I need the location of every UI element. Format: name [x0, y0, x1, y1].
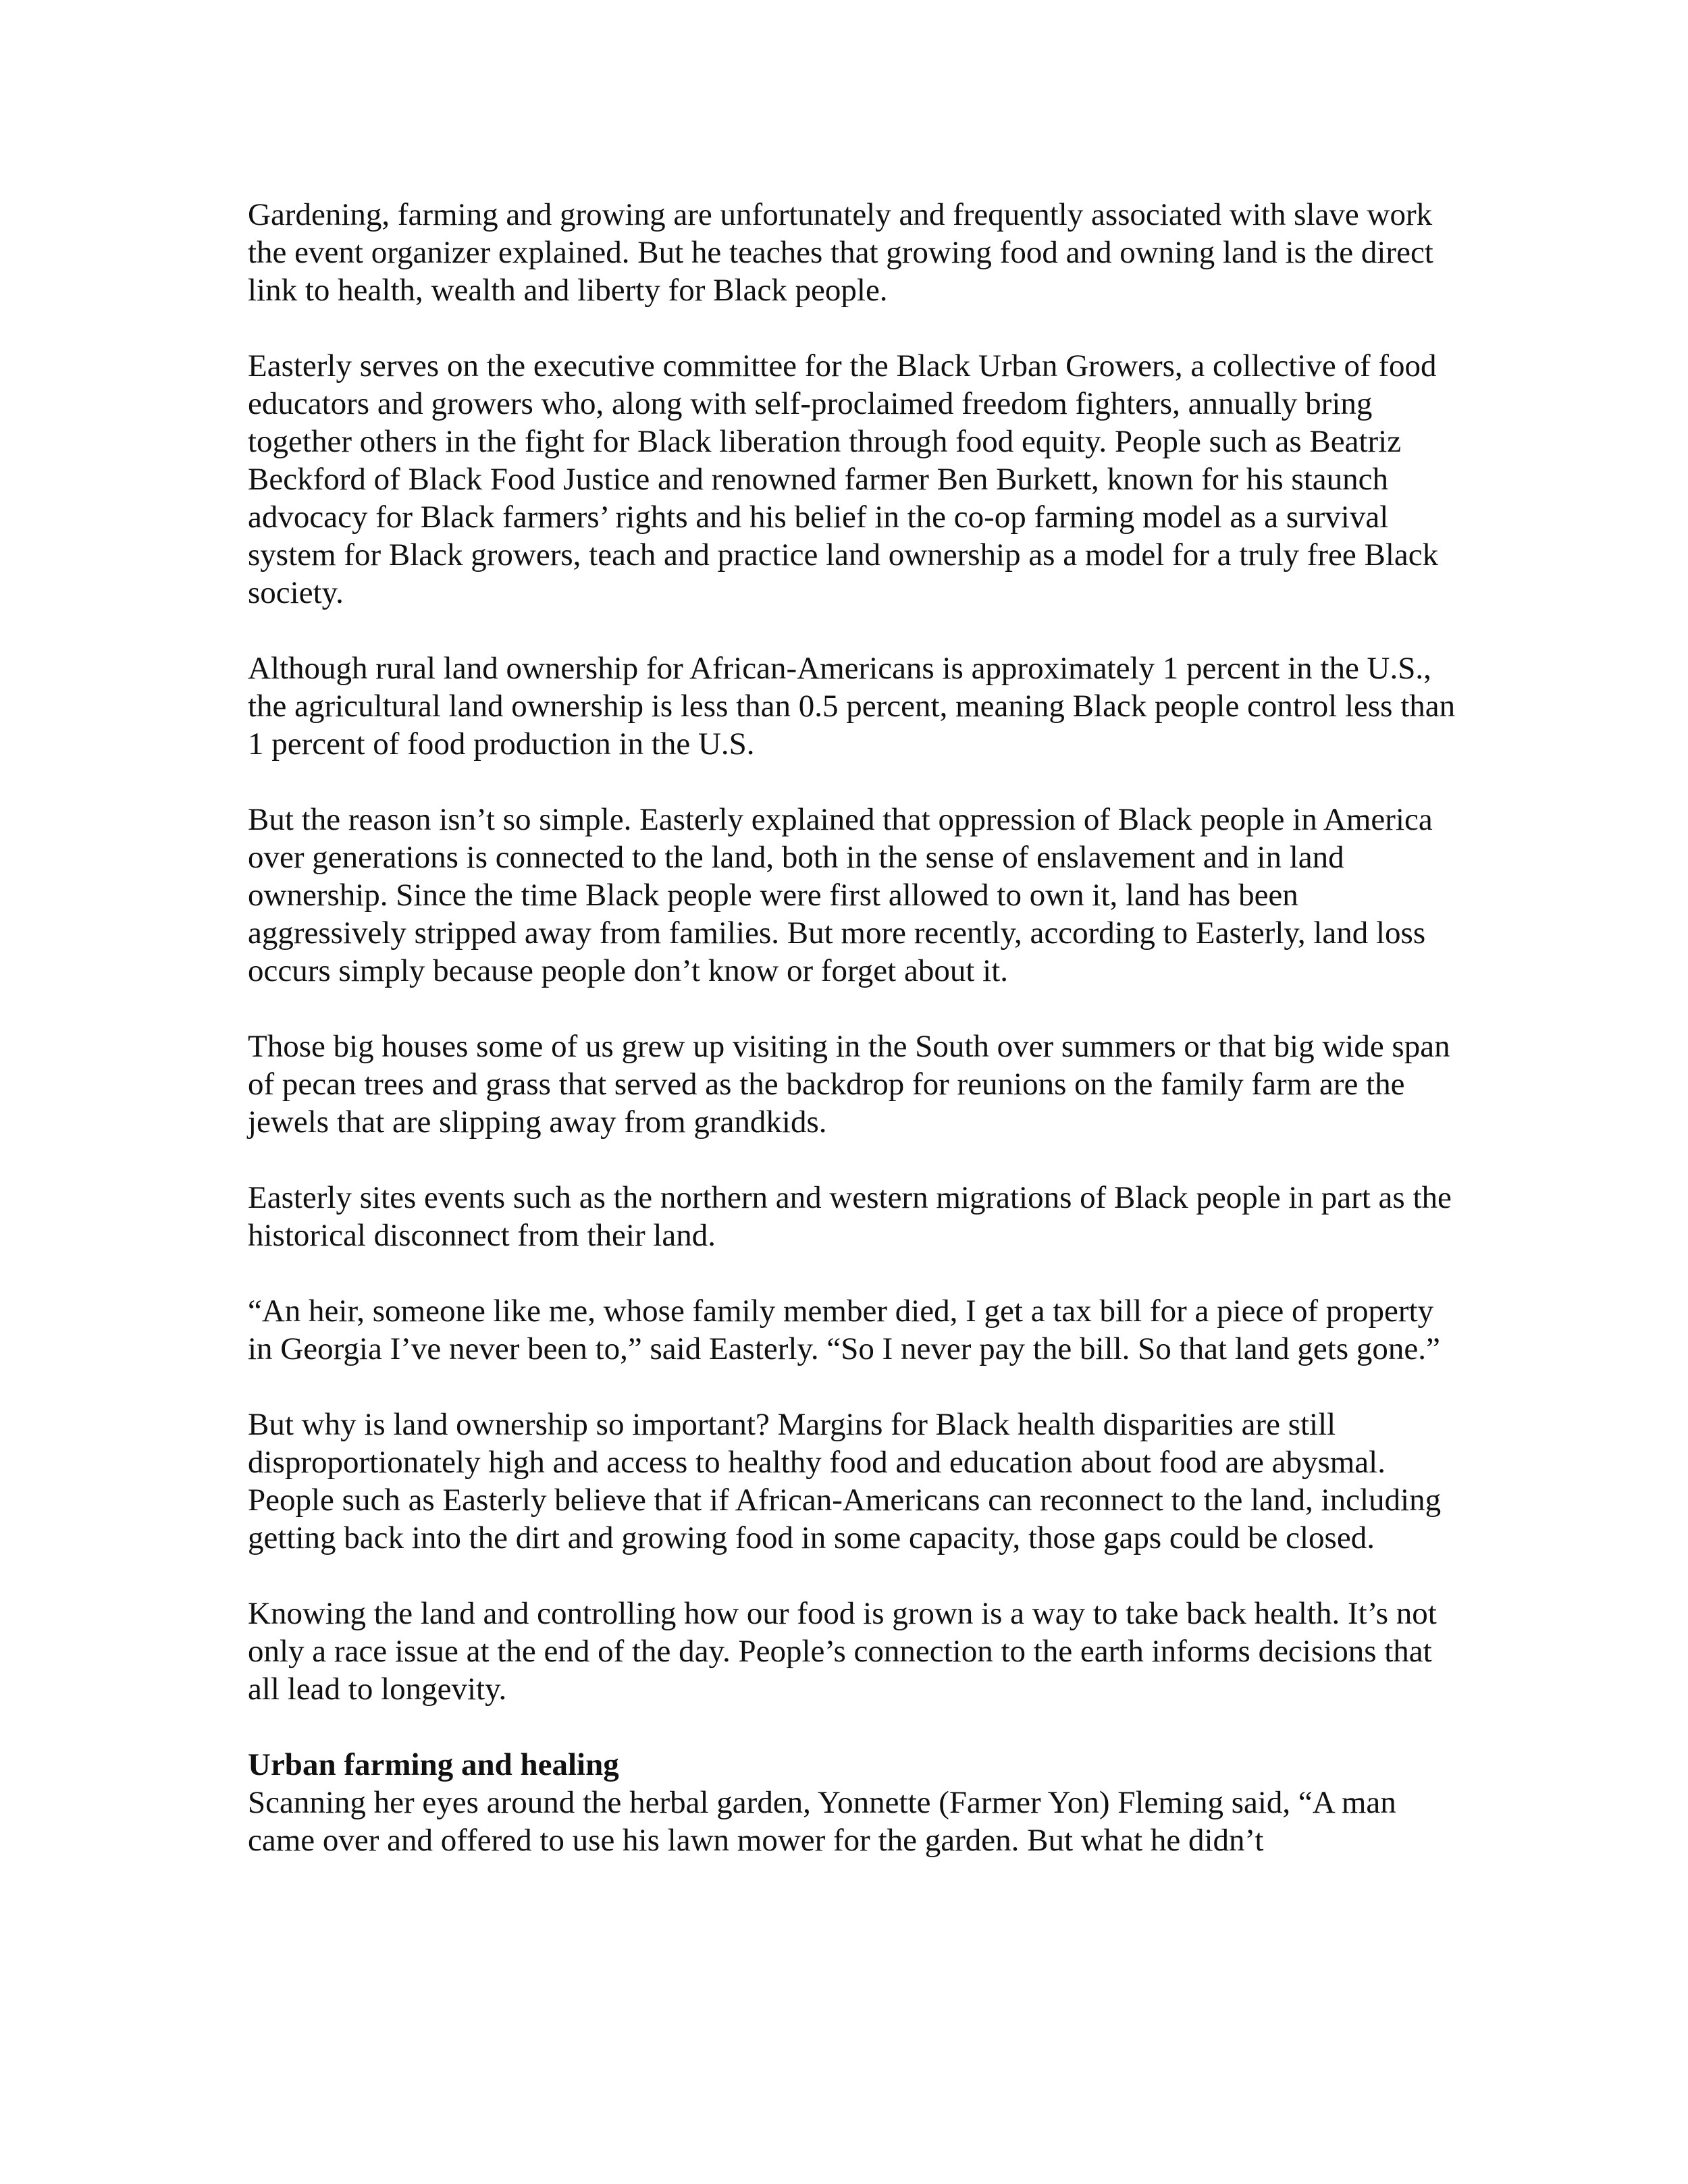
paragraph-big-houses: Those big houses some of us grew up visiting in the South over summers or that big wide span of pecan trees and grass that served as the backdrop for reunions on the family farm are the jewels that are slipping away from grandkids.: [248, 1029, 1450, 1140]
paragraph-farmer-yon: Scanning her eyes around the herbal garden, Yonnette (Farmer Yon) Fleming said, “A man came over and offered to use his lawn mower for the garden. But what he didn’t: [248, 1785, 1396, 1858]
paragraph-black-urban-growers: Easterly serves on the executive committee for the Black Urban Growers, a collective of food educators and growers who, along with self-proclaimed freedom fighters, annually bring together others in the fight for Black liberation through food equity. People such as Beatriz Beckford of Black Food Justice and renowned farmer Ben Burkett, known for his staunch advocacy for Black farmers’ rights and his belief in the co-op farming model as a survival system for Black growers, teach and practice land ownership as a model for a truly free Black society.: [248, 348, 1439, 610]
paragraph-heir-quote: “An heir, someone like me, whose family member died, I get a tax bill for a piece of property in Georgia I’ve never been to,” said Easterly. “So I never pay the bill. So that land gets gone.”: [248, 1294, 1440, 1366]
paragraph-health-disparities: But why is land ownership so important? Margins for Black health disparities are still disproportionately high and access to healthy food and education about food are abysmal. People such as Easterly believe that if African-Americans can reconnect to the land, including getting back into the dirt and growing food in some capacity, those gaps could be closed.: [248, 1407, 1442, 1555]
paragraph-oppression-land: But the reason isn’t so simple. Easterly explained that oppression of Black people in America over generations is connected to the land, both in the sense of enslavement and in land ownership. Since the time Black people were first allowed to own it, land has been aggressively stripped away from families. But more recently, according to Easterly, land loss occurs simply because people don’t know or forget about it.: [248, 802, 1433, 988]
section-heading: Urban farming and healing: [248, 1747, 619, 1782]
paragraph-gardening: Gardening, farming and growing are unfortunately and frequently associated with slave work the event organizer explained. But he teaches that growing food and owning land is the direct link to health, wealth and liberty for Black people.: [248, 197, 1433, 308]
paragraph-land-ownership-stats: Although rural land ownership for African-Americans is approximately 1 percent in the U.S., the agricultural land ownership is less than 0.5 percent, meaning Black people control less than 1 percent of food production in the U.S.: [248, 651, 1456, 762]
paragraph-knowing-the-land: Knowing the land and controlling how our food is grown is a way to take back health. It’s not only a race issue at the end of the day. People’s connection to the earth informs decisions that all lead to longevity.: [248, 1596, 1437, 1707]
paragraph-migrations: Easterly sites events such as the northern and western migrations of Black people in part as the historical disconnect from their land.: [248, 1180, 1452, 1253]
article-body: [248, 196, 1456, 1859]
